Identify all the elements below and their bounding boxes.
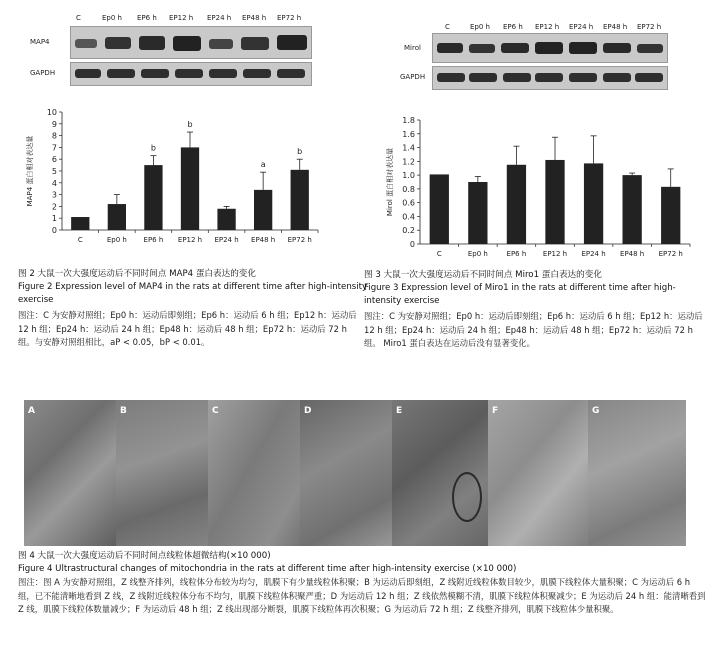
- bar: [468, 182, 487, 244]
- blot-lane-label: EP24 h: [569, 23, 594, 31]
- x-tick-label: EP72 h: [287, 236, 312, 244]
- y-tick-label: 8: [51, 131, 57, 141]
- significance-label: b: [150, 143, 156, 153]
- x-tick-label: Ep0 h: [106, 236, 127, 244]
- blot-row-label: MAP4: [30, 38, 50, 46]
- y-tick-label: 4: [51, 178, 57, 188]
- panel-label: B: [120, 406, 127, 416]
- blot-row-label: GAPDH: [400, 73, 426, 81]
- blot-lane-label: EP48 h: [603, 23, 628, 31]
- y-axis-label: Mirol 蛋白相对表达量: [386, 147, 394, 217]
- micrograph-panel: [208, 400, 302, 546]
- y-tick-label: 6: [51, 155, 57, 165]
- micrograph-panel: [392, 400, 488, 546]
- bar: [217, 209, 235, 230]
- panel-label: F: [492, 406, 499, 416]
- y-tick-label: 0: [409, 240, 415, 249]
- y-tick-label: 0.6: [402, 198, 415, 208]
- x-tick-label: EP48 h: [620, 250, 645, 258]
- x-tick-label: EP6 h: [506, 250, 527, 258]
- y-tick-label: 10: [46, 108, 57, 117]
- y-tick-label: 3: [51, 190, 57, 200]
- blot-lane-label: C: [445, 23, 450, 31]
- bar: [71, 217, 89, 230]
- significance-label: a: [260, 160, 266, 170]
- y-tick-label: 1.0: [402, 171, 415, 181]
- micrograph-panel: [300, 400, 394, 546]
- fig2-note: 图注：C 为安静对照组；Ep0 h：运动后即刻组；Ep6 h：运动后 6 h 组；Ep12 h：运动后 12 h 组；Ep24 h：运动后 24 h 组；Ep48 h：运动后 48 h 组；Ep72 h：运动后 72 h 组。与安静对照组相比，aP < 0.05，bP < 0.01。: [18, 310, 357, 347]
- miro1-bar-chart: [382, 112, 694, 262]
- blot-row-label: GAPDH: [30, 69, 56, 77]
- x-tick-label: EP72 h: [658, 250, 683, 258]
- panel-label: C: [212, 406, 219, 416]
- blot-lane-label: EP48 h: [242, 14, 267, 22]
- y-tick-label: 7: [51, 143, 57, 153]
- x-tick-label: EP12 h: [177, 236, 203, 244]
- micrograph-panel: [488, 400, 588, 546]
- panel-label: D: [304, 406, 312, 416]
- blot-lane-label: EP6 h: [503, 23, 523, 31]
- fig3-note: 图注：C 为安静对照组；Ep0 h：运动后即刻组；Ep6 h：运动后 6 h 组；Ep12 h：运动后 12 h 组；Ep24 h：运动后 24 h 组；Ep48 h：运动后 48 h 组；Ep72 h：运动后 72 h 组。 Miro1 蛋白表达在运动后没有显著变化。: [364, 311, 703, 348]
- y-tick-label: 1.6: [402, 129, 415, 139]
- bar: [144, 165, 162, 230]
- micrograph-panel: [588, 400, 686, 546]
- gapdh-blot-panel: [70, 62, 312, 86]
- fig2-title-cn: 图 2 大鼠一次大强度运动后不同时间点 MAP4 蛋白表达的变化: [18, 269, 256, 279]
- y-tick-label: 2: [51, 202, 57, 212]
- panel-label: G: [592, 406, 600, 416]
- blot-lane-label: Ep0 h: [102, 14, 122, 22]
- bar: [254, 190, 272, 230]
- fig3-title-en: Figure 3 Expression level of Miro1 in the rats at different time after high-intensity exercise: [364, 283, 676, 306]
- bar: [507, 165, 526, 244]
- blot-lane-label: EP24 h: [207, 14, 232, 22]
- blot-row-label: Mirol: [404, 44, 421, 52]
- y-tick-label: 1.8: [402, 116, 415, 125]
- x-tick-label: Ep0 h: [467, 250, 488, 258]
- bar: [108, 204, 126, 230]
- fig4-title-en: Figure 4 Ultrastructural changes of mitochondria in the rats at different time after high-intensity exercise (×10 000): [18, 564, 517, 574]
- x-tick-label: C: [77, 236, 83, 244]
- y-tick-label: 1.4: [402, 143, 415, 153]
- blot-lane-label: EP72 h: [277, 14, 302, 22]
- significance-label: b: [187, 120, 193, 130]
- x-tick-label: EP6 h: [143, 236, 164, 244]
- x-tick-label: EP12 h: [542, 250, 568, 258]
- fig4-note: 图注：图 A 为安静对照组，Z 线整齐排列，线粒体分布较为均匀，肌膜下有少量线粒体积聚；B 为运动后即刻组，Z 线附近线粒体数目较少，肌膜下线粒体大量积聚；C 为运动后 6 h 组，已不能清晰地看到 Z 线，Z 线附近线粒体分布不均匀，肌膜下线粒体积聚严重；D 为运动后 12 h 组；Z 线依然模糊不清，肌膜下线粒体积聚减少；E 为运动后 24 h 组：能清晰看到 Z 线，肌膜下线粒体数量减少；F 为运动后 48 h 组；Z 线出现部分断裂，肌膜下线粒体再次积聚；G 为运动后 72 h 组；Z 线整齐排列，肌膜下线粒体少量积聚。: [18, 577, 706, 614]
- map4-bar-chart: [20, 104, 320, 264]
- miro1-blot-panel: [432, 33, 668, 63]
- micrograph-panel: [116, 400, 210, 546]
- y-tick-label: 5: [51, 167, 57, 176]
- bar: [430, 174, 449, 244]
- bar: [623, 175, 642, 244]
- x-tick-label: EP48 h: [251, 236, 276, 244]
- y-tick-label: 9: [51, 119, 57, 129]
- fig2-title-en: Figure 2 Expression level of MAP4 in the rats at different time after high-intensity exercise: [18, 282, 368, 305]
- y-tick-label: 0.8: [402, 184, 415, 194]
- y-tick-label: 0.4: [402, 212, 415, 222]
- bar: [661, 187, 680, 244]
- x-tick-label: EP24 h: [214, 236, 239, 244]
- y-tick-label: 1: [51, 214, 57, 224]
- x-tick-label: C: [436, 250, 442, 258]
- x-tick-label: EP24 h: [581, 250, 606, 258]
- bar: [181, 147, 199, 230]
- panel-label: E: [396, 406, 403, 416]
- map4-blot-panel: [70, 26, 312, 59]
- blot-lane-label: EP12 h: [535, 23, 560, 31]
- significance-label: b: [297, 147, 303, 157]
- gapdh-blot-panel: [432, 66, 668, 90]
- panel-label: A: [28, 406, 35, 416]
- blot-lane-label: Ep0 h: [470, 23, 490, 31]
- blot-lane-label: EP72 h: [637, 23, 662, 31]
- bar: [291, 170, 309, 230]
- y-tick-label: 1.2: [402, 157, 415, 167]
- fig3-title-cn: 图 3 大鼠一次大强度运动后不同时间点 Miro1 蛋白表达的变化: [364, 270, 602, 280]
- y-axis-label: MAP4 蛋白相对表达量: [26, 135, 34, 207]
- blot-lane-label: EP12 h: [169, 14, 194, 22]
- fig4-title-cn: 图 4 大鼠一次大强度运动后不同时间点线粒体超微结构(×10 000): [18, 551, 271, 561]
- micrograph-panel: [24, 400, 118, 546]
- blot-lane-label: EP6 h: [137, 14, 157, 22]
- bar: [545, 160, 564, 244]
- y-tick-label: 0: [51, 226, 57, 235]
- blot-lane-label: C: [76, 14, 81, 22]
- bar: [584, 163, 603, 244]
- y-tick-label: 0.2: [402, 226, 415, 236]
